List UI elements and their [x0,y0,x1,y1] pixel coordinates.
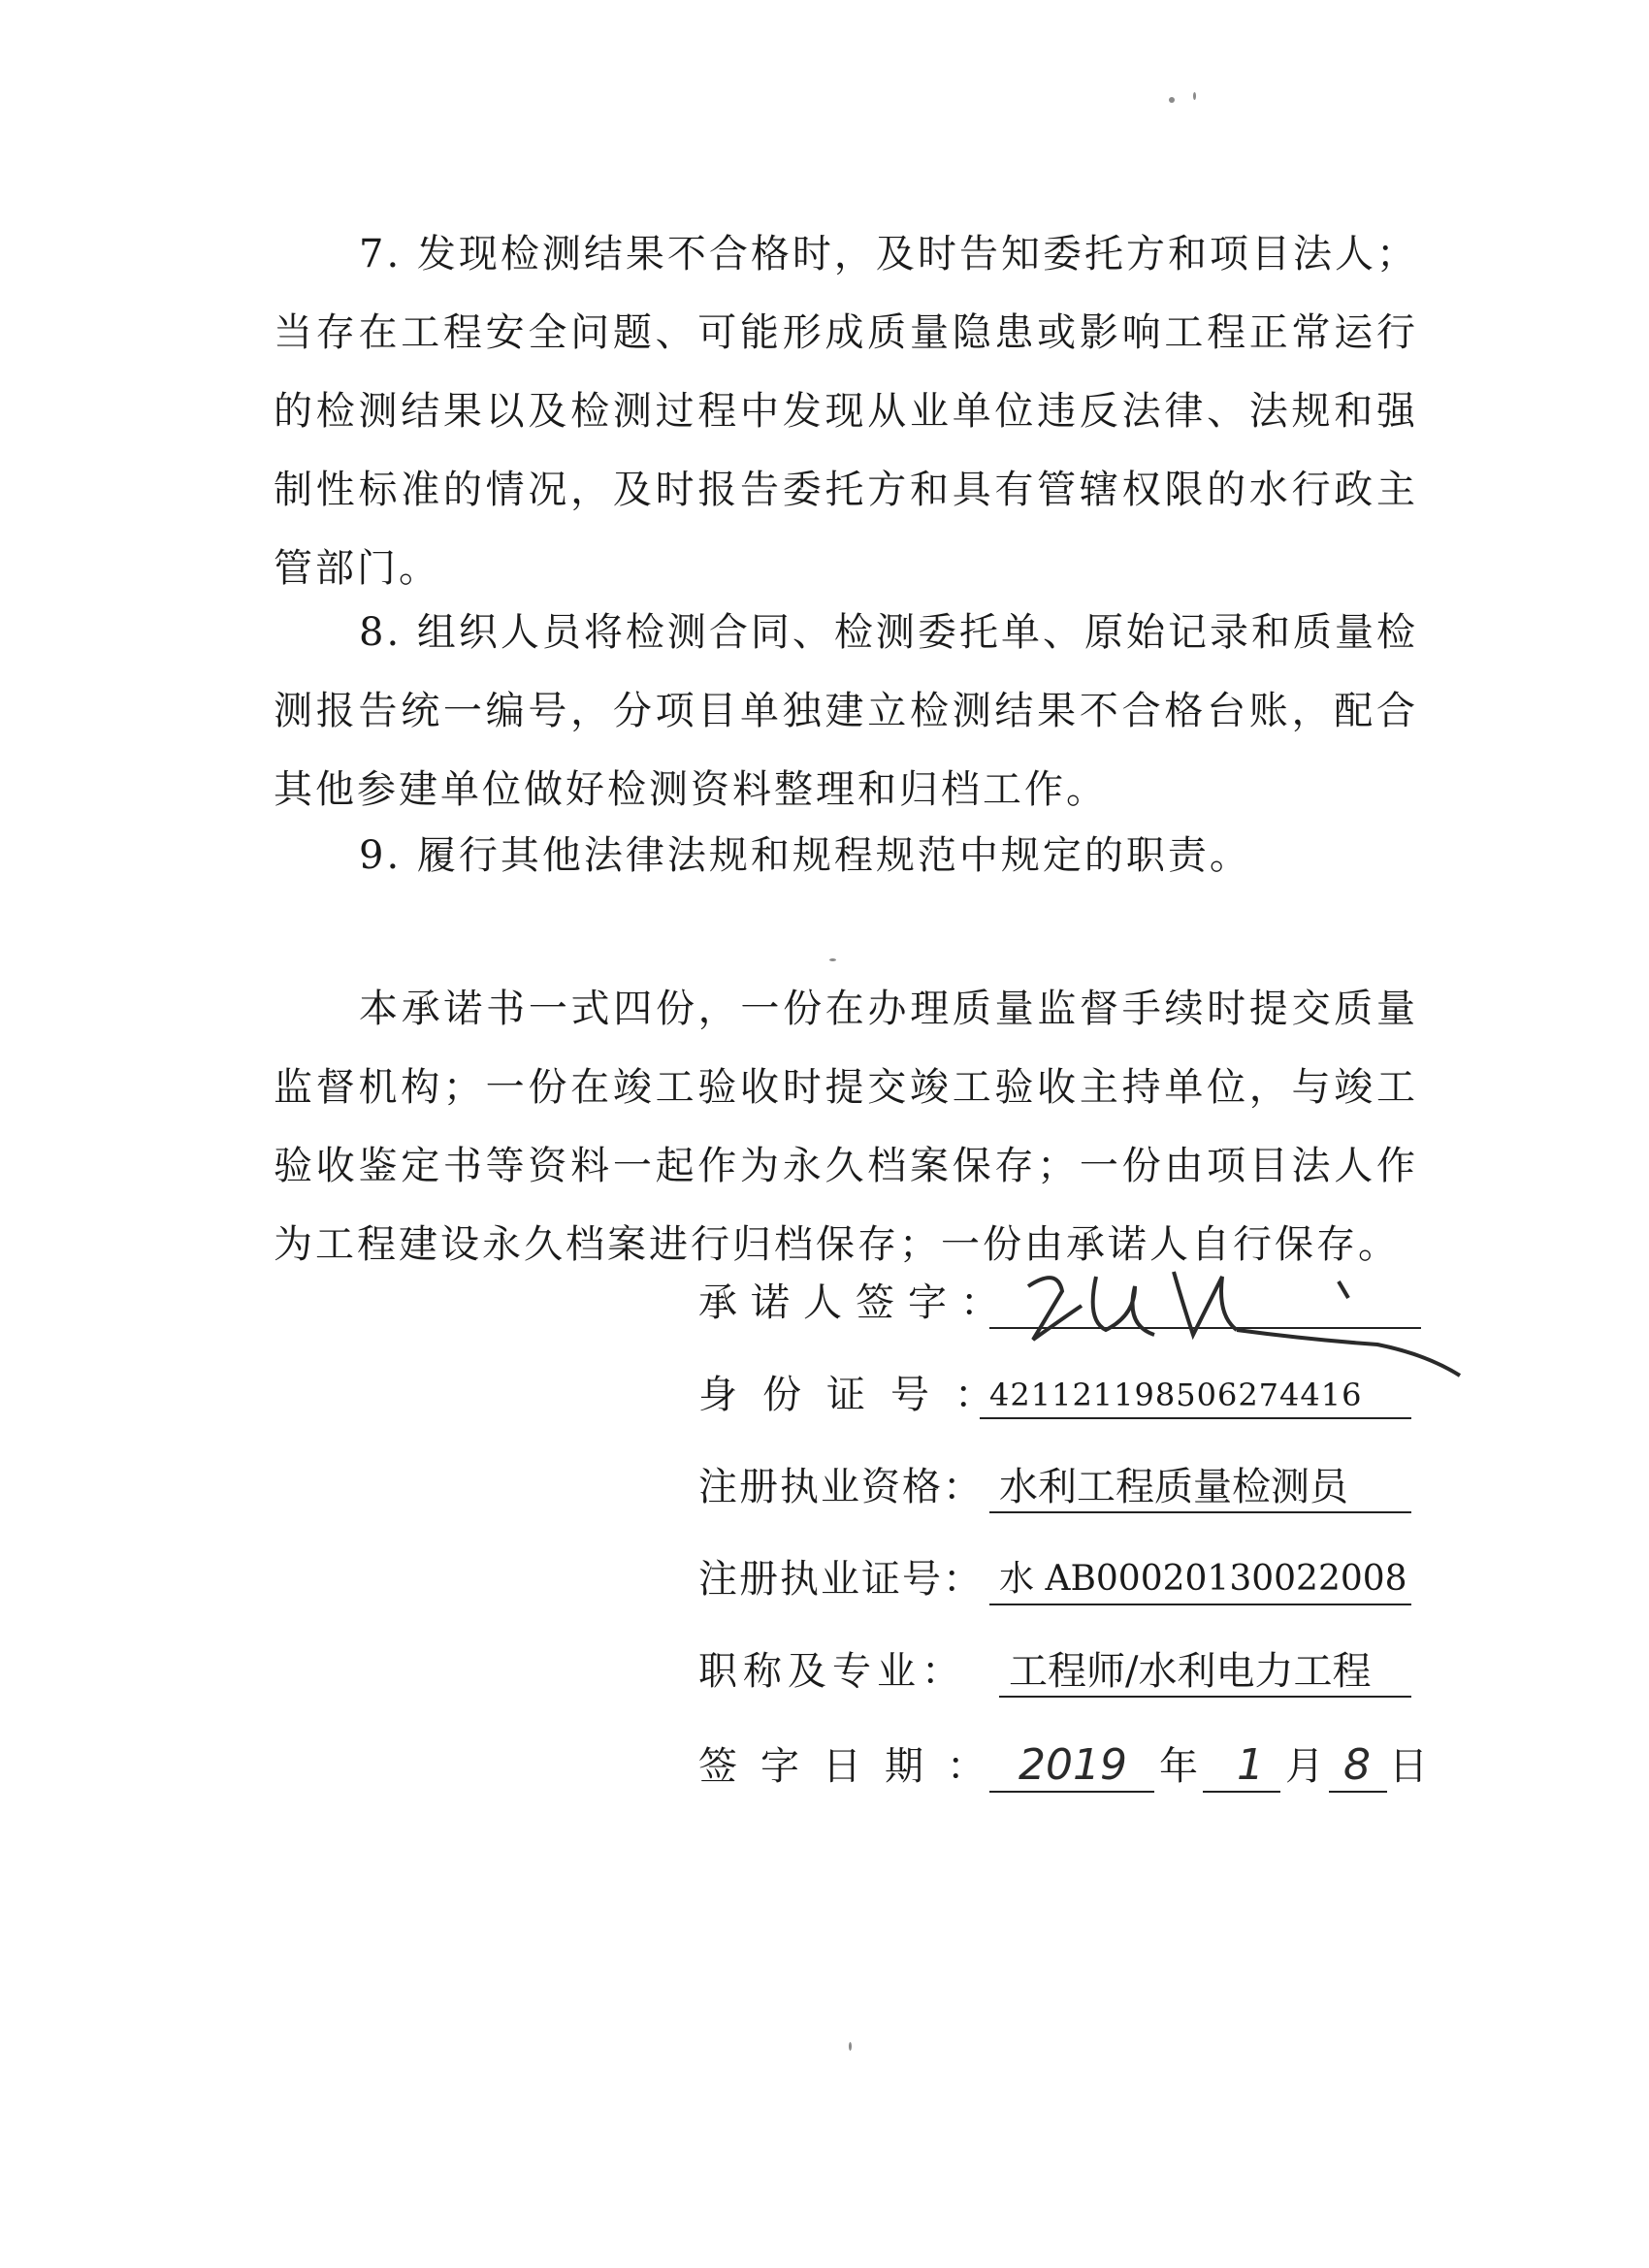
title-underline [999,1696,1411,1698]
date-row [698,1733,1436,1800]
scan-speck [1169,97,1175,103]
date-day-value: 8 [1343,1740,1371,1790]
id-number-underline [980,1417,1411,1419]
signer-row [698,1269,1436,1337]
scan-speck [829,958,836,961]
paragraph-copies: 本承诺书一式四份，一份在办理质量监督手续时提交质量监督机构；一份在竣工验收时提交竣工验收主持单位，与竣工验收鉴定书等资料一起作为永久档案保存；一份由项目法人作为工程建设永久档案进行归档保存；一份由承诺人自行保存。 [274,987,1418,1267]
date-label: 签字日期： [698,1744,1009,1789]
date-day-unit: 日 [1389,1744,1428,1789]
paragraph-item-9: 9. 履行其他法律法规和规程规范中规定的职责。 [359,833,1251,878]
id-number-row [698,1361,1436,1429]
qualification-label: 注册执业资格： [698,1465,984,1509]
date-month-value: 1 [1237,1740,1264,1790]
date-year-underline [989,1791,1154,1793]
scan-speck [1193,92,1196,100]
id-number-value: 421121198506274416 [989,1377,1363,1413]
signature-underline [989,1327,1421,1329]
date-year-value: 2019 [1018,1740,1127,1790]
paragraph-item-7: 7. 发现检测结果不合格时，及时告知委托方和项目法人；当存在工程安全问题、可能形成质量隐患或影响工程正常运行的检测结果以及检测过程中发现从业单位违反法律、法规和强制性标准的情况，及时报告委托方和具有管辖权限的水行政主管部门。 [274,232,1418,591]
date-month-unit: 月 [1285,1744,1324,1789]
qualification-value: 水利工程质量检测员 [999,1465,1348,1509]
title-value: 工程师/水利电力工程 [1009,1649,1372,1694]
paragraph-item-8: 8. 组织人员将检测合同、检测委托单、原始记录和质量检测报告统一编号，分项目单独建立检测结果不合格台账，配合其他参建单位做好检测资料整理和归档工作。 [274,610,1418,812]
certificate-label: 注册执业证号： [698,1557,984,1602]
date-month-underline [1203,1791,1280,1793]
scan-speck [849,2042,852,2051]
title-label: 职称及专业： [698,1649,966,1694]
date-year-unit: 年 [1159,1744,1198,1789]
id-number-label: 身份证号： [698,1373,1018,1417]
signer-label: 承诺人签字： [698,1280,1013,1325]
date-day-underline [1329,1791,1387,1793]
qualification-row [698,1453,1436,1521]
qualification-underline [989,1511,1411,1513]
certificate-row [698,1545,1436,1613]
title-row [698,1637,1436,1705]
certificate-value: 水 AB00020130022008 [999,1559,1407,1599]
certificate-underline [989,1604,1411,1605]
